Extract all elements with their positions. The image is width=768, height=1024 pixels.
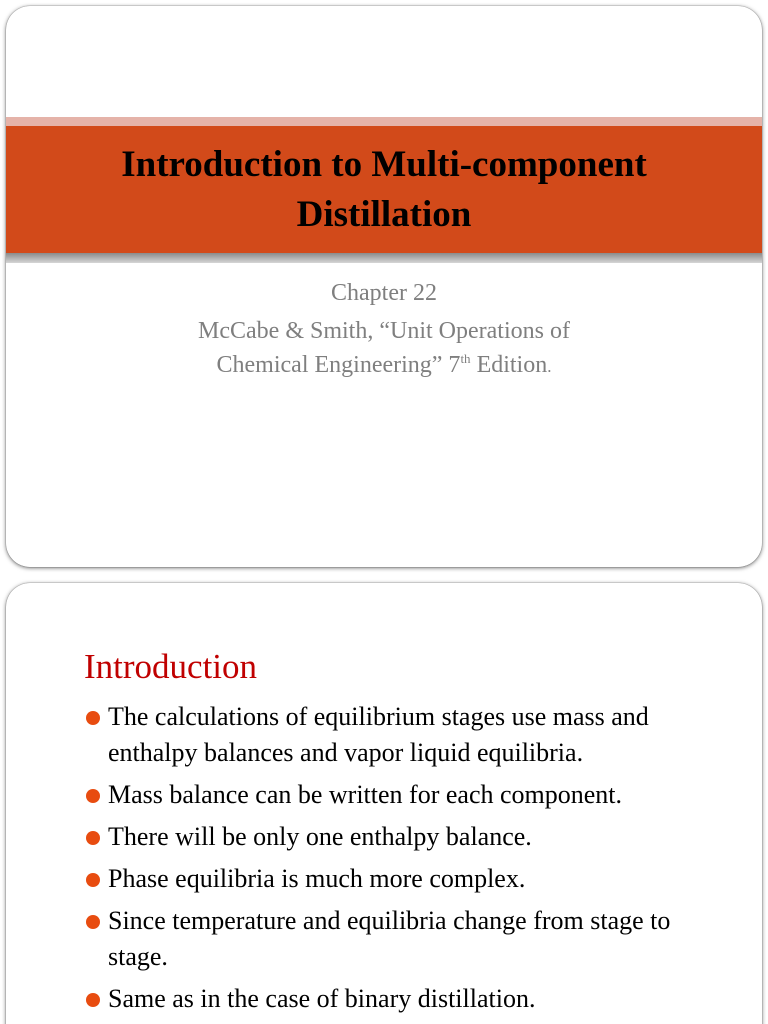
bullet-list	[84, 699, 734, 1023]
bullet-item	[84, 981, 734, 1017]
bullet-text: Same as in the case of binary distillation.	[108, 984, 536, 1013]
bullet-item	[84, 819, 734, 855]
reference-line-1: McCabe & Smith, “Unit Operations of	[198, 318, 570, 344]
title-band-accent	[6, 117, 762, 126]
slide-title-line-2: Distillation	[296, 193, 472, 235]
content-slide	[6, 583, 762, 1024]
bullet-dot-icon	[86, 873, 100, 887]
bullet-text: There will be only one enthalpy balance.	[108, 822, 532, 851]
section-heading: Introduction	[84, 647, 258, 686]
edition-label: Edition	[470, 352, 548, 378]
title-band	[6, 126, 762, 253]
bullet-dot-icon	[86, 711, 100, 725]
reference-line-2	[6, 348, 762, 384]
bullet-dot-icon	[86, 993, 100, 1007]
bullet-dot-icon	[86, 789, 100, 803]
bullet-dot-icon	[86, 915, 100, 929]
bullet-item	[84, 699, 734, 771]
reference-book-name: Chemical Engineering” 7	[216, 352, 461, 378]
bullet-dot-icon	[86, 831, 100, 845]
bullet-text: Phase equilibria is much more complex.	[108, 864, 526, 893]
slide-title	[64, 140, 704, 240]
bullet-item	[84, 903, 734, 975]
bullet-text: The calculations of equilibrium stages use mass and enthalpy balances and vapor liquid equilibria.	[108, 702, 649, 767]
edition-period: .	[547, 357, 552, 376]
slide-title-line-1: Introduction to Multi-component	[121, 143, 647, 185]
chapter-label: Chapter 22	[331, 280, 437, 306]
title-band-shadow	[6, 253, 762, 263]
edition-superscript: th	[460, 351, 471, 366]
bullet-item	[84, 777, 734, 813]
title-slide	[6, 6, 762, 567]
bullet-item	[84, 861, 734, 897]
slide-subtitle	[6, 276, 762, 384]
bullet-text: Since temperature and equilibria change from stage to stage.	[108, 906, 671, 971]
bullet-text: Mass balance can be written for each component.	[108, 780, 623, 809]
